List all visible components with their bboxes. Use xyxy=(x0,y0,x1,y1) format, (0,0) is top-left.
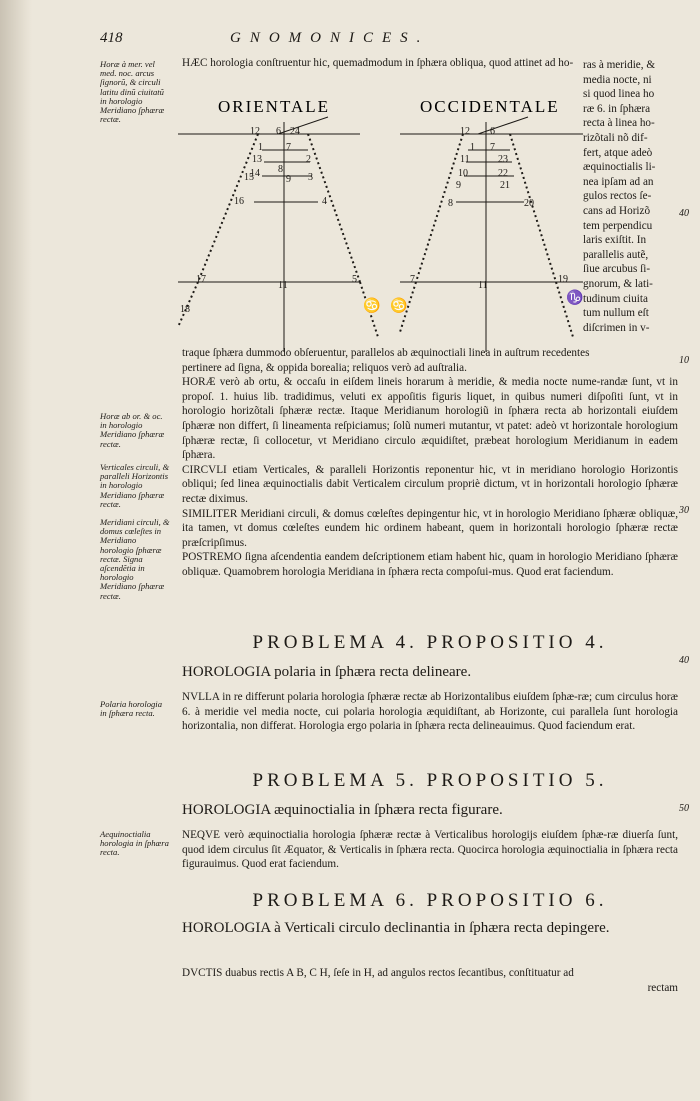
paragraph-3: CIRCVLI etiam Verticales, & paralleli Horizontis reponentur hic, vt in meridiano horologio Horizontis obliqui; ſed linea æquinoctialis dabit Verticalem circulum propriè dictum, vt in horizontali horologio ſphæræ rectæ diximus. xyxy=(182,463,678,505)
hour-label: 11 xyxy=(278,280,288,291)
diagram-svg xyxy=(178,92,583,362)
hour-label: 1 xyxy=(470,142,475,153)
side-line: si quod linea ho xyxy=(583,88,655,101)
hour-label: 8 xyxy=(278,164,283,175)
hour-label: 23 xyxy=(498,154,508,165)
margin-note-6: Aequinoctialia horologia in ſphæra recta. xyxy=(100,829,169,858)
hour-label: 11 xyxy=(460,154,470,165)
side-line: æquinoctialis li- xyxy=(583,161,656,174)
paragraph-2: HORÆ verò ab ortu, & occaſu in eiſdem lineis horarum à meridie, & media nocte nume-randæ ſunt, vt in propoſ. 1. huius lib. tradidimus, veluti ex appoſitis figuris liquet, in quibus numeri diſpoſiti ſunt, vt in horologio horizõtali ſphæræ rectæ. Itaque Meridianum horologiũ in ſphæra recta ab horizontali eiuſdem ſphæræ non differt, ſi lineamenta reſpiciamus; ſolũ numeri mutantur, vt patet: adeò vt horizontale horologium ſphæræ rectæ, ſi collocetur, vt Meridiano circulo æquidiſtet, præbeat horologium Meridianum in eadem ſphæra. xyxy=(182,376,678,462)
paragraph-4: SIMILITER Meridiani circuli, & domus cœleſtes depingentur hic, vt in horologio Meridiano ſphæræ obliquæ, ita tamen, vt domus cœleſtes eundem hic ordinem habeant, quem in horizontali horologio ſphæræ rectæ præſcripſimus. xyxy=(182,507,678,549)
right-hour-labels xyxy=(410,126,568,291)
paragraph-5: POSTREMO ſigna aſcendentia eandem deſcriptionem etiam habent hic, quam in horologio Meridiano ſphæræ obliquæ. Quamobrem horologia Meridiana in ſphæra recta compoſui-mus. Quod erat faciendum. xyxy=(182,551,678,578)
problem-4-heading: PROBLEMA 4. PROPOSITIO 4. xyxy=(252,632,608,653)
hour-label: 5 xyxy=(352,274,357,285)
proposition-6-title: HOROLOGIA à Verticali circulo declinantia in ſphæra recta depingere. xyxy=(182,920,610,936)
body-text-block-4 xyxy=(182,966,678,995)
side-line: ræ 6. in ſphæra xyxy=(583,102,651,115)
hour-label: 3 xyxy=(308,172,313,183)
body-text-block-1 xyxy=(182,346,678,580)
margin-number: 30 xyxy=(679,505,689,516)
proposition-4-title: HOROLOGIA polaria in ſphæra recta delineare. xyxy=(182,664,472,680)
side-line: cans ad Horizõ xyxy=(583,204,651,217)
margin-note-2: Horæ ab or. & oc. in horologio Meridiano ſphæræ rectæ. xyxy=(100,411,165,449)
side-line: ras à meridie, & xyxy=(583,59,656,71)
hour-label: 24 xyxy=(290,126,300,137)
margin-number: 10 xyxy=(679,355,689,366)
diagram-title-right: OCCIDENTALE xyxy=(420,97,560,116)
paragraph-1b: pertinere ad ſigna, & oppida borealia; reliquos verò ad auſtralia. xyxy=(182,361,467,374)
hour-label: 6 xyxy=(276,126,281,137)
side-line: rizõtali nõ dif- xyxy=(583,131,648,144)
paragraph-0: HÆC horologia conſtruentur hic, quemadmodum in ſphæra obliqua, quod attinet ad ho- xyxy=(182,57,574,69)
margin-note-4: Meridiani circuli, & domus cœleſtes in Meridiano horologio ſphæræ rectæ. Signa aſcendẽtia in horologio Meridiano ſphæræ rectæ. xyxy=(100,517,170,601)
hour-label: 12 xyxy=(460,126,470,137)
side-line: gulos rectos ſe- xyxy=(583,190,652,203)
side-line: nea ipſam ad an xyxy=(583,175,654,188)
side-line: recta à linea ho- xyxy=(583,117,655,130)
left-figure xyxy=(178,117,381,352)
side-line: ſiue arcubus ſi- xyxy=(583,263,651,276)
body-text-block-3 xyxy=(182,828,678,872)
hour-label: 14 xyxy=(250,168,260,179)
body-text-block-2 xyxy=(182,690,678,734)
problem-5-heading: PROBLEMA 5. PROPOSITIO 5. xyxy=(252,770,608,791)
side-line: laris exiſtit. In xyxy=(583,234,647,247)
side-line: diſcrimen in v- xyxy=(583,321,650,334)
left-hour-labels xyxy=(180,126,357,315)
side-line: gnorum, & lati- xyxy=(583,277,653,290)
hour-label: 7 xyxy=(286,142,291,153)
margin-number: 50 xyxy=(679,803,689,814)
side-line: parallelis autẽ, xyxy=(583,248,649,261)
side-line: tum nullum eſt xyxy=(583,307,649,320)
hour-label: 10 xyxy=(458,168,468,179)
side-text-column xyxy=(583,58,679,335)
paragraph-6: NVLLA in re differunt polaria horologia ſphæræ rectæ ab Horizontalibus eiuſdem ſphæ-ræ; cum circulus horæ 6. à meridie vel media nocte, cui polaria horologia æquidiſtant, ab Horizonte, cui parallela ſunt horologia horizontalia, non differat. Horologia ergo polaria in ſphæra recta delineauimus. Quod faciendum erat. xyxy=(182,691,678,733)
margin-number: 40 xyxy=(679,655,689,666)
page-header xyxy=(100,30,580,52)
proposition-5-title: HOROLOGIA æquinoctialia in ſphæra recta figurare. xyxy=(182,802,503,818)
hour-label: 9 xyxy=(456,180,461,191)
side-line: tem perpendicu xyxy=(583,219,653,232)
sundial-diagram xyxy=(178,92,583,362)
side-line: media nocte, ni xyxy=(583,73,652,86)
paragraph-8: DVCTIS duabus rectis A B, C H, ſeſe in H, ad angulos rectos ſecantibus, conſtituatur ad xyxy=(182,967,574,979)
hour-label: 16 xyxy=(234,196,244,207)
paragraph-1a: traque ſphæra dummodo obſeruentur, parallelos ab æquinoctiali linea in auſtrum recedentes xyxy=(182,347,590,359)
hour-label: 7 xyxy=(490,142,495,153)
margin-number: 40 xyxy=(679,208,689,219)
hour-label: 12 xyxy=(250,126,260,137)
hour-label: 15 xyxy=(244,172,254,183)
margin-note-1: Horæ à mer. vel med. noc. arcus ſignorũ, & circuli latitu dinũ ciuitatũ in horologio Meridiano ſphæræ rectæ. xyxy=(100,59,165,125)
side-line: tudinum ciuita xyxy=(583,292,648,305)
hour-label: 17 xyxy=(196,274,206,285)
catchword: rectam xyxy=(647,981,678,994)
page-number: 418 xyxy=(100,30,123,46)
sign-cancer-icon: ♋ xyxy=(390,299,408,314)
hour-label: 4 xyxy=(322,196,327,207)
hour-label: 8 xyxy=(448,198,453,209)
sign-capricorn-icon: ♑ xyxy=(566,291,583,306)
diagram-title-left: ORIENTALE xyxy=(218,97,331,116)
margin-note-5: Polaria horologia in ſphæra recta. xyxy=(100,699,162,719)
sign-cancer-icon: ♋ xyxy=(363,299,381,314)
hour-label: 21 xyxy=(500,180,510,191)
hour-label: 1 xyxy=(258,142,263,153)
hour-label: 22 xyxy=(498,168,508,179)
hour-label: 19 xyxy=(558,274,568,285)
paragraph-7: NEQVE verò æquinoctialia horologia ſphæræ rectæ à Verticalibus horologijs eiuſdem ſphæ-ræ diuerſa ſunt, quod idem circulus ſit Æquator, & Verticalis in ſphæra recta. Quocirca horologia æquinoctialia in ſphæra recta figurauimus. Quod erat faciendum. xyxy=(182,829,678,871)
hour-label: 6 xyxy=(490,126,495,137)
hour-label: 18 xyxy=(180,304,190,315)
margin-note-3: Verticales circuli, & paralleli Horizontis in horologio Meridiano ſphæræ rectæ. xyxy=(100,462,170,509)
running-head: GNOMONICES. xyxy=(230,30,430,46)
problem-6-heading: PROBLEMA 6. PROPOSITIO 6. xyxy=(252,890,608,911)
hour-label: 7 xyxy=(410,274,415,285)
hour-label: 2 xyxy=(306,154,311,165)
side-line: fert, atque adeò xyxy=(583,146,653,159)
hour-label: 13 xyxy=(252,154,262,165)
hour-label: 20 xyxy=(524,198,534,209)
binding-shadow xyxy=(0,0,32,1101)
hour-label: 11 xyxy=(478,280,488,291)
hour-label: 9 xyxy=(286,174,291,185)
